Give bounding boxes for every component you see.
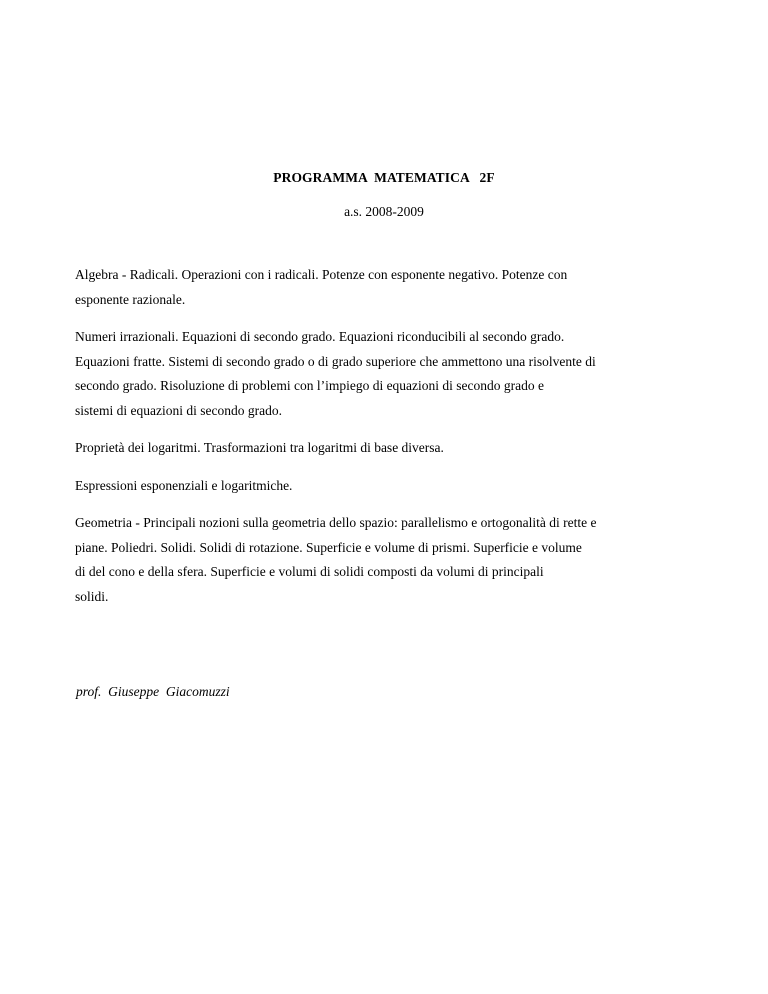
paragraph-algebra: Algebra - Radicali. Operazioni con i radicali. Potenze con esponente negativo. Potenze con esponente razionale. (75, 267, 568, 307)
paragraph-logarithms: Proprietà dei logaritmi. Trasformazioni tra logaritmi di base diversa. (75, 440, 444, 455)
paragraph-expressions: Espressioni esponenziali e logaritmiche. (75, 477, 293, 493)
school-year: a.s. 2008-2009 (344, 204, 424, 219)
paragraph-geometry: Geometria - Principali nozioni sulla geometria dello spazio: parallelismo e ortogonalità di rette e piane. Poliedri. Solidi. Solidi di rotazione. Superficie e volume di prismi. Superficie e volume di del cono e della sfera. Superficie e volumi di solidi composti da volumi di principali solidi. (75, 515, 597, 604)
paragraph-equations: Numeri irrazionali. Equazioni di secondo grado. Equazioni riconducibili al secondo grado. Equazioni fratte. Sistemi di secondo grado o di grado superiore che ammettono una risolvente di secondo grado. Risoluzione di problemi con l’impiego di equazioni di secondo grado e sistemi di equazioni di secondo grado. (75, 329, 596, 418)
teacher-signature: prof. Giuseppe Giacomuzzi (76, 684, 230, 699)
program-body (75, 263, 695, 622)
document-title: PROGRAMMA MATEMATICA 2F (273, 170, 495, 185)
